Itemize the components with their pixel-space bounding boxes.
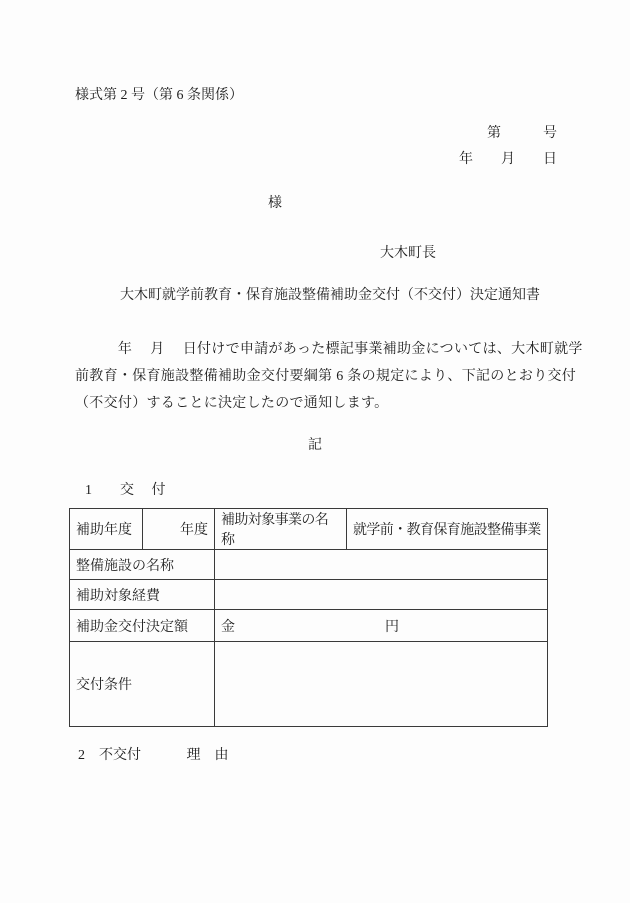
body-line-3: （不交付）することに決定したので通知します。 <box>75 396 389 411</box>
table-row <box>70 509 548 550</box>
addressee-honorific: 様 <box>268 196 282 211</box>
project-name-label: 補助対象事業の名称 <box>215 509 347 550</box>
sender-name: 大木町長 <box>380 246 436 261</box>
document-number-line: 第 号 <box>487 126 557 141</box>
table-row <box>70 550 548 580</box>
table-row <box>70 580 548 610</box>
facility-name-value <box>215 550 548 580</box>
body-line-1: 年 月 日付けで申請があった標記事業補助金については、大木町就学 <box>75 342 583 357</box>
eligible-expense-value <box>215 580 548 610</box>
grant-table <box>69 508 548 727</box>
document-title: 大木町就学前教育・保育施設整備補助金交付（不交付）決定通知書 <box>120 288 540 303</box>
grant-conditions-value <box>215 642 548 727</box>
grant-amount-cell <box>215 610 548 642</box>
body-line-2: 前教育・保育施設整備補助金交付要綱第 6 条の規定により、下記のとおり交付 <box>75 369 577 384</box>
record-marker: 記 <box>308 438 322 453</box>
fiscal-year-value: 年度 <box>143 509 215 550</box>
eligible-expense-label: 補助対象経費 <box>70 580 215 610</box>
table-row <box>70 610 548 642</box>
facility-name-label: 整備施設の名称 <box>70 550 215 580</box>
section-nongrant-heading: 2 不交付 理 由 <box>78 748 229 763</box>
grant-amount-suffix: 円 <box>385 619 399 635</box>
grant-amount-prefix: 金 <box>221 619 235 635</box>
fiscal-year-label: 補助年度 <box>70 509 143 550</box>
grant-conditions-label: 交付条件 <box>70 642 215 727</box>
document-date-line: 年 月 日 <box>459 152 557 167</box>
project-name-value: 就学前・教育保育施設整備事業 <box>347 509 548 550</box>
table-row <box>70 642 548 727</box>
grant-amount-label: 補助金交付決定額 <box>70 610 215 642</box>
section-grant-heading: 1 交 付 <box>85 483 166 498</box>
form-number-label: 様式第 2 号（第 6 条関係） <box>75 88 243 103</box>
